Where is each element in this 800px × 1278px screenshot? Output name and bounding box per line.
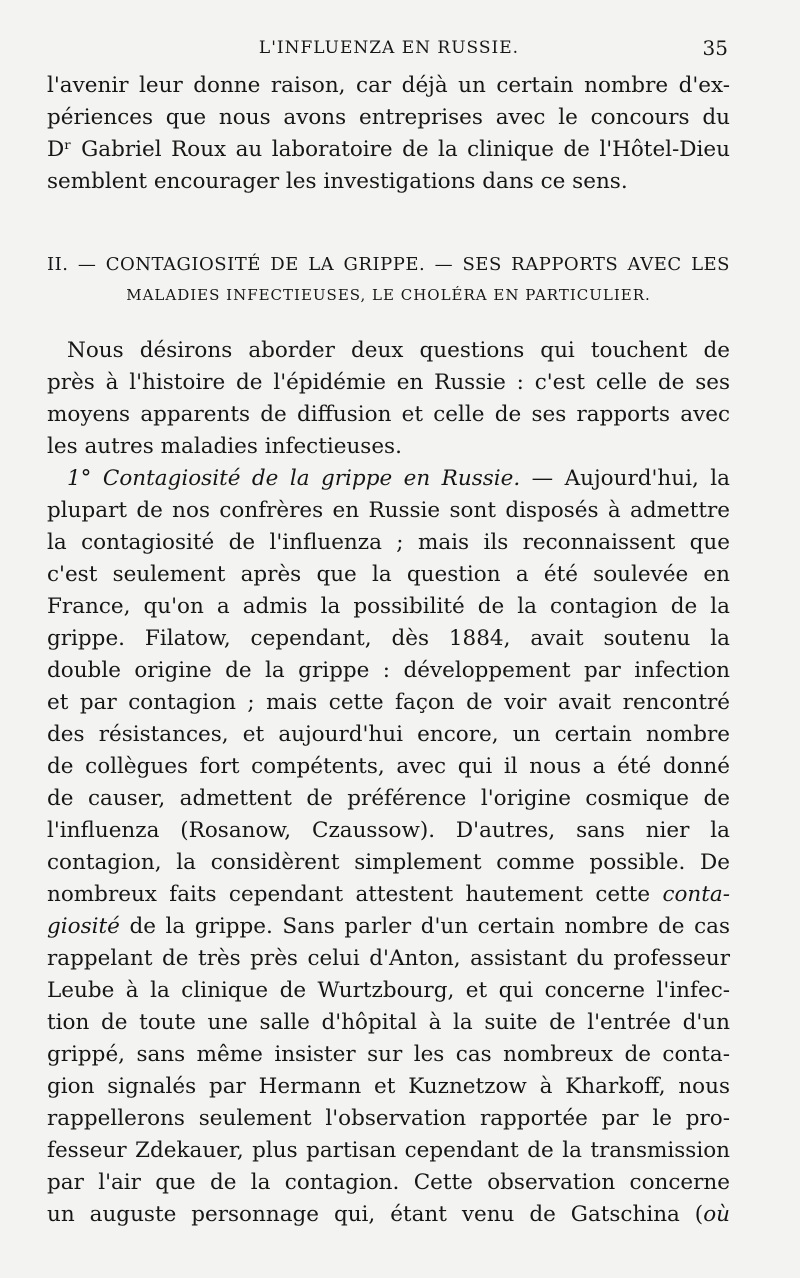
text-line: de causer, admettent de préférence l'origine cosmique de [47,786,730,811]
text-line: Nous désirons aborder deux questions qui touchent de [67,338,730,363]
text-line: et par contagion ; mais cette façon de voir avait rencontré [47,690,730,715]
italic-fragment: conta- [662,882,730,907]
text-line: fesseur Zdekauer, plus partisan cependant de la transmission [47,1138,730,1163]
text-line: les autres maladies infectieuses. [47,434,402,459]
running-head-title: L'INFLUENZA EN RUSSIE. [258,38,520,58]
text-line: semblent encourager les investigations dans ce sens. [47,169,628,194]
text-line: tion de toute une salle d'hôpital à la suite de l'entrée d'un [47,1010,730,1035]
text-fragment: un auguste personnage qui, étant venu de Gatschina ( [47,1202,704,1227]
text-line: rappellerons seulement l'observation rapportée par le pro- [47,1106,730,1131]
text-line [47,1199,730,1231]
text-line: près à l'histoire de l'épidémie en Russie : c'est celle de ses [47,370,730,395]
page-number: 35 [702,36,728,60]
text-fragment: nombreux faits cependant attestent hautement cette [47,882,663,907]
text-line: contagion, la considèrent simplement comme possible. De [47,850,730,875]
italic-fragment: giosité [47,914,120,939]
text-line: l'avenir leur donne raison, car déjà un certain nombre d'ex- [47,73,730,98]
text-line [47,879,730,911]
text-line: plupart de nos confrères en Russie sont disposés à admettre [47,498,730,523]
text-line [47,911,730,943]
text-line: de collègues fort compétents, avec qui il nous a été donné [47,754,730,779]
subsection-title: 1° Contagiosité de la grippe en Russie. [67,466,521,491]
italic-fragment: où [703,1202,730,1227]
text-line: grippé, sans même insister sur les cas nombreux de conta- [47,1042,730,1067]
text-line: France, qu'on a admis la possibilité de la contagion de la [47,594,730,619]
paragraph-continuation [47,70,730,198]
text-line: gion signalés par Hermann et Kuznetzow à Kharkoff, nous [47,1074,730,1099]
text-line: l'influenza (Rosanow, Czaussow). D'autres, sans nier la [47,818,730,843]
text-line: par l'air que de la contagion. Cette observation concerne [47,1170,730,1195]
text-line: rappelant de très près celui d'Anton, assistant du professeur [47,946,730,971]
section-heading-line-1: II. — CONTAGIOSITÉ DE LA GRIPPE. — SES RAPPORTS AVEC LES [47,254,730,275]
text-line: des résistances, et aujourd'hui encore, un certain nombre [47,722,730,747]
text-line: double origine de la grippe : développement par infection [47,658,730,683]
text-line: périences que nous avons entreprises avec le concours du [47,105,730,130]
text-line: Leube à la clinique de Wurtzbourg, et qui concerne l'infec- [47,978,730,1003]
section-heading [47,250,730,310]
text-fragment: — Aujourd'hui, la [520,466,730,491]
text-line: grippe. Filatow, cependant, dès 1884, avait soutenu la [47,626,730,651]
text-fragment: de la grippe. Sans parler d'un certain nombre de cas [119,914,730,939]
section-heading-line-2: MALADIES INFECTIEUSES, LE CHOLÉRA EN PARTICULIER. [126,286,651,304]
running-head [50,38,728,62]
text-line: moyens apparents de diffusion et celle de ses rapports avec [47,402,730,427]
text-line: Dʳ Gabriel Roux au laboratoire de la clinique de l'Hôtel-Dieu [47,137,730,162]
text-line: la contagiosité de l'influenza ; mais ils reconnaissent que [47,530,730,555]
body-text [47,335,730,1231]
text-line: c'est seulement après que la question a été soulevée en [47,562,730,587]
text-line [47,463,730,495]
